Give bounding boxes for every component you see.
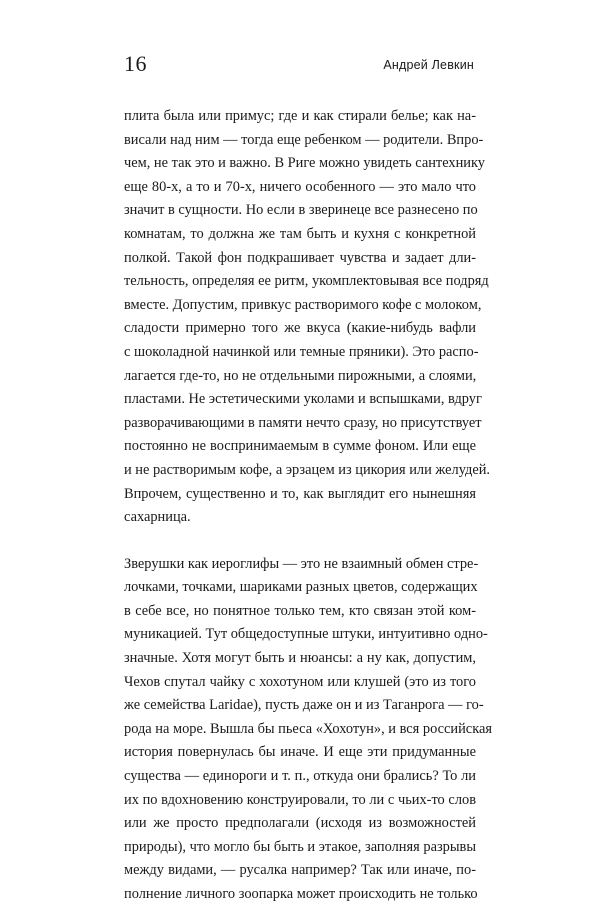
paragraph-1 (124, 105, 491, 530)
text-line: история повернулась бы иначе. И еще эти придуманные (124, 744, 476, 761)
body-text (124, 105, 492, 907)
text-line: и не растворимым кофе, а эрзацем из цикория или желудей. (124, 461, 491, 478)
text-line: комнатам, то должна же там быть и кухня с конкретной (124, 225, 476, 242)
text-line: Зверушки как иероглифы — это не взаимный обмен стре- (124, 555, 479, 572)
text-line: природы), что могло бы быть и этакое, заполняя разрывы (124, 838, 476, 855)
text-line: рода на море. Вышла бы пьеса «Хохотун», и вся российская (124, 720, 492, 737)
text-line: сахарница. (124, 509, 191, 526)
text-line: лочками, точками, шариками разных цветов, содержащих (124, 579, 478, 596)
text-line: с шоколадной начинкой или темные пряники). Это распо- (124, 343, 479, 360)
text-line: еще 80-х, а то и 70-х, ничего особенного — это мало что (124, 178, 476, 195)
text-line: лагается где-то, но не отдельными пирожными, а слоями, (124, 367, 477, 384)
text-line: или же просто предполагали (исходя из возможностей (124, 815, 476, 832)
text-line: пластами. Не эстетическими уколами и вспышками, вдруг (124, 391, 482, 408)
text-line: тельность, определяя ее ритм, укомплектовывая все подряд (124, 273, 489, 290)
text-line: существа — единороги и т. п., откуда они брались? То ли (124, 768, 476, 785)
text-line: плита была или примус; где и как стирали белье; как на- (124, 108, 476, 124)
text-line: разворачивающими в памяти нечто сразу, но присутствует (124, 414, 482, 431)
page-number: 16 (124, 51, 147, 76)
text-line: полкой. Такой фон подкрашивает чувства и задает дли- (124, 249, 476, 266)
text-line: постоянно не воспринимаемым в сумме фоном. Или еще (124, 438, 476, 455)
text-line: значит в сущности. Но если в зверинеце все разнесено по (124, 202, 478, 219)
text-line: же семейства Laridae), пусть даже он и из Таганрога — го- (124, 697, 484, 714)
text-line: в себе все, но понятное только тем, кто связан этой ком- (124, 602, 476, 619)
text-line: чем, не так это и важно. В Риге можно увидеть сантехнику (124, 155, 485, 172)
text-line: Чехов спутал чайку с хохотуном или клушей (это из того (124, 673, 476, 690)
text-line: муникацией. Тут общедоступные штуки, интуитивно одно- (124, 626, 488, 643)
text-line: значные. Хотя могут быть и нюансы: а ну как, допустим, (124, 650, 476, 667)
paragraph-2 (124, 553, 492, 907)
text-line: их по вдохновению конструировали, то ли с чьих-то слов (124, 791, 476, 808)
text-line: полнение личного зоопарка может происходить не только (124, 886, 478, 902)
running-head-author: Андрей Левкин (383, 58, 474, 72)
text-line: Впрочем, существенно и то, как выглядит его нынешняя (124, 485, 476, 502)
text-line: висали над ним — тогда еще ребенком — родители. Впро- (124, 131, 484, 148)
text-line: вместе. Допустим, привкус растворимого кофе с молоком, (124, 296, 482, 313)
text-line: сладости примерно того же вкуса (какие-нибудь вафли (124, 320, 476, 337)
text-line: между видами, — русалка например? Так или иначе, по- (124, 862, 476, 879)
